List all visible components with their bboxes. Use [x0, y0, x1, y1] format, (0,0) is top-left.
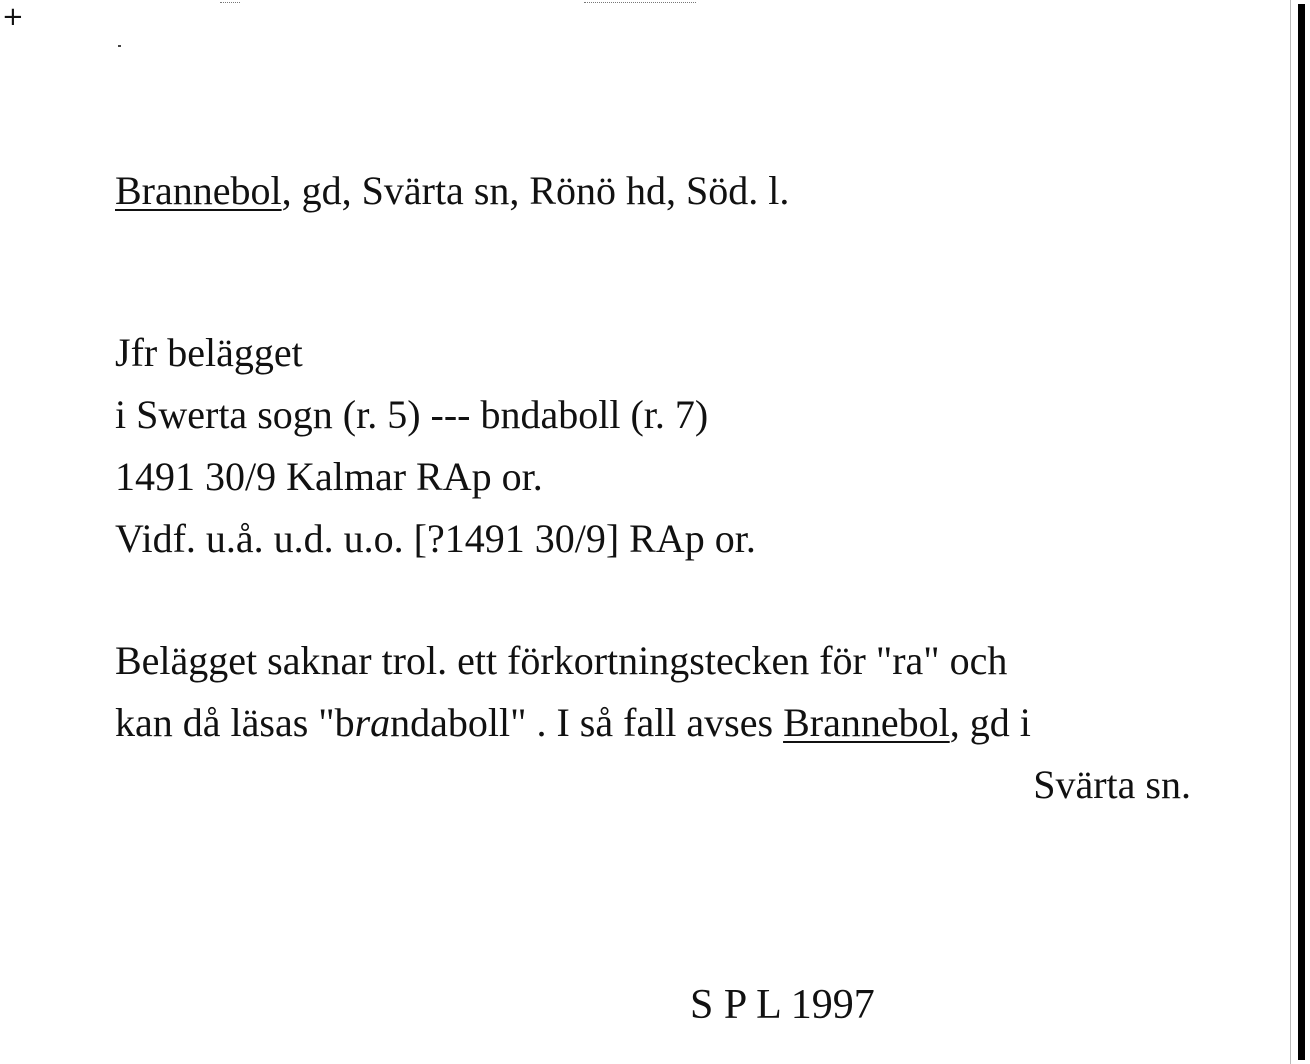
evidence-line: i Swerta sogn (r. 5) --- bndaboll (r. 7): [115, 392, 709, 437]
note-text: kan då läsas "b: [115, 700, 355, 745]
scan-edge-border: [1298, 4, 1305, 1060]
place-name: Brannebol: [115, 168, 282, 213]
scan-edge-hairline: [1290, 0, 1291, 1064]
scan-dot: [118, 45, 121, 47]
evidence-intro: Jfr belägget: [115, 330, 303, 375]
note-text: , gd i: [949, 700, 1031, 745]
signature: S P L 1997: [690, 982, 875, 1028]
note-italic-text: ra: [354, 700, 391, 745]
note-text: ndaboll" . I så fall avses: [390, 700, 784, 745]
note-line: Belägget saknar trol. ett förkortningstecken för "ra" och: [115, 638, 1008, 683]
entry-heading: [115, 168, 789, 214]
note-place-name: Brannebol: [783, 700, 950, 745]
evidence-line: 1491 30/9 Kalmar RAp or.: [115, 454, 543, 499]
place-description: , gd, Svärta sn, Rönö hd, Söd. l.: [281, 168, 790, 213]
scan-artifact-dots: [220, 2, 240, 4]
corner-cross-mark: +: [2, 2, 24, 32]
evidence-line: Vidf. u.å. u.d. u.o. [?1491 30/9] RAp or.: [115, 516, 756, 561]
note-line: Svärta sn.: [1033, 762, 1191, 807]
scan-artifact-dots: [584, 2, 696, 4]
note-line: [115, 700, 1031, 746]
